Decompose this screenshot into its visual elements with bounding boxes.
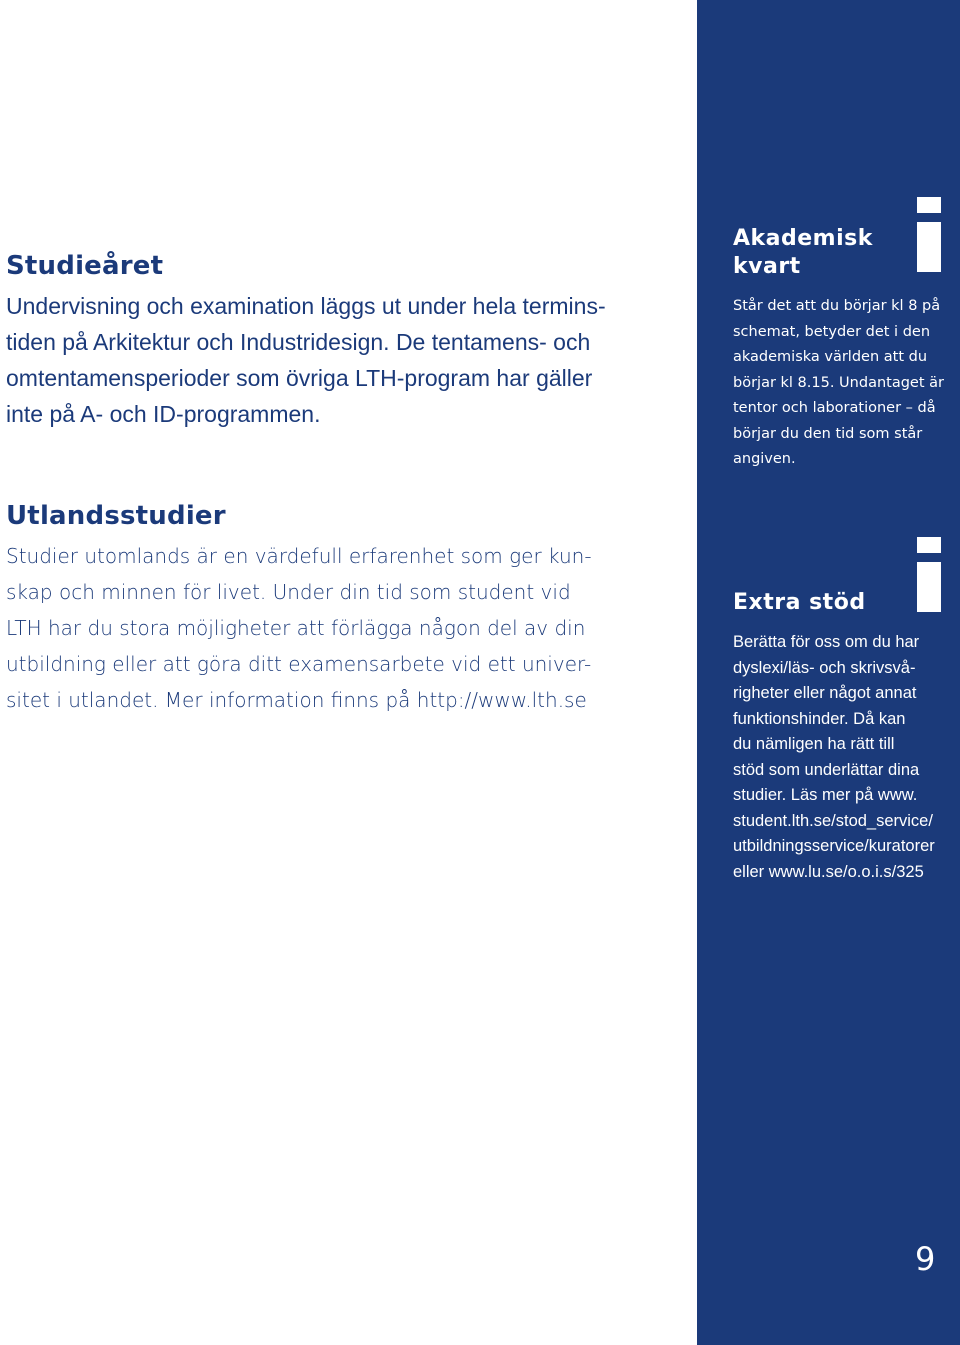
heading-studiearet: Studieåret: [6, 251, 164, 281]
text-line: utbildningsservice/kuratorer: [733, 837, 935, 855]
text-line: eller www.lu.se/o.o.i.s/325: [733, 862, 924, 881]
infobox-body-extra-stod: [733, 630, 958, 885]
info-sidebar: [697, 0, 960, 1345]
text-line: utbildning eller att göra ditt examensarbete vid ett univer-: [6, 652, 592, 676]
text-line: LTH har du stora möjligheter att förlägga någon del av din: [6, 616, 586, 640]
text-line: sitet i utlandet. Mer information finns på http://www.lth.se: [6, 688, 587, 712]
text-line: Studier utomlands är en värdefull erfarenhet som ger kun-: [6, 544, 592, 568]
infobox-title-extra-stod: [733, 589, 866, 617]
text-line: Undervisning och examination läggs ut under hela termins-: [6, 293, 606, 319]
text-line: righeter eller något annat: [733, 684, 917, 702]
text-line: inte på A- och ID-programmen.: [6, 401, 321, 427]
title-line: Extra stöd: [733, 590, 866, 615]
text-line: tiden på Arkitektur och Industridesign. De tentamens- och: [6, 329, 591, 355]
text-line: du nämligen ha rätt till: [733, 735, 895, 753]
text-line: omtentamensperioder som övriga LTH-program har gäller: [6, 365, 593, 391]
title-line: Akademisk: [733, 226, 873, 251]
text-line: Står det att du börjar kl 8 på: [733, 298, 941, 314]
text-line: schemat, betyder det i den: [733, 323, 931, 340]
text-line: student.lth.se/stod_service/: [733, 811, 933, 830]
infobox-title-akademisk-kvart: [733, 225, 873, 281]
text-line: akademiska världen att du: [733, 349, 928, 365]
text-line: angiven.: [733, 451, 796, 467]
paragraph-utlandsstudier: [6, 538, 686, 718]
text-line: Berätta för oss om du har: [733, 633, 920, 651]
text-line: stöd som underlättar dina: [733, 760, 920, 779]
text-line: studier. Läs mer på www.: [733, 786, 918, 804]
text-line: börjar du den tid som står: [733, 425, 923, 442]
text-line: tentor och laborationer – då: [733, 400, 936, 416]
infobox-body-akademisk-kvart: [733, 294, 958, 473]
text-line: funktionshinder. Då kan: [733, 709, 906, 728]
text-line: börjar kl 8.15. Undantaget är: [733, 374, 944, 391]
title-line: kvart: [733, 254, 801, 279]
heading-utlandsstudier: Utlandsstudier: [6, 501, 226, 531]
text-line: dyslexi/läs- och skrivsvå-: [733, 658, 916, 677]
page-number: 9: [915, 1240, 936, 1278]
text-line: skap och minnen för livet. Under din tid som student vid: [6, 580, 571, 604]
paragraph-studiearet: [6, 288, 686, 432]
